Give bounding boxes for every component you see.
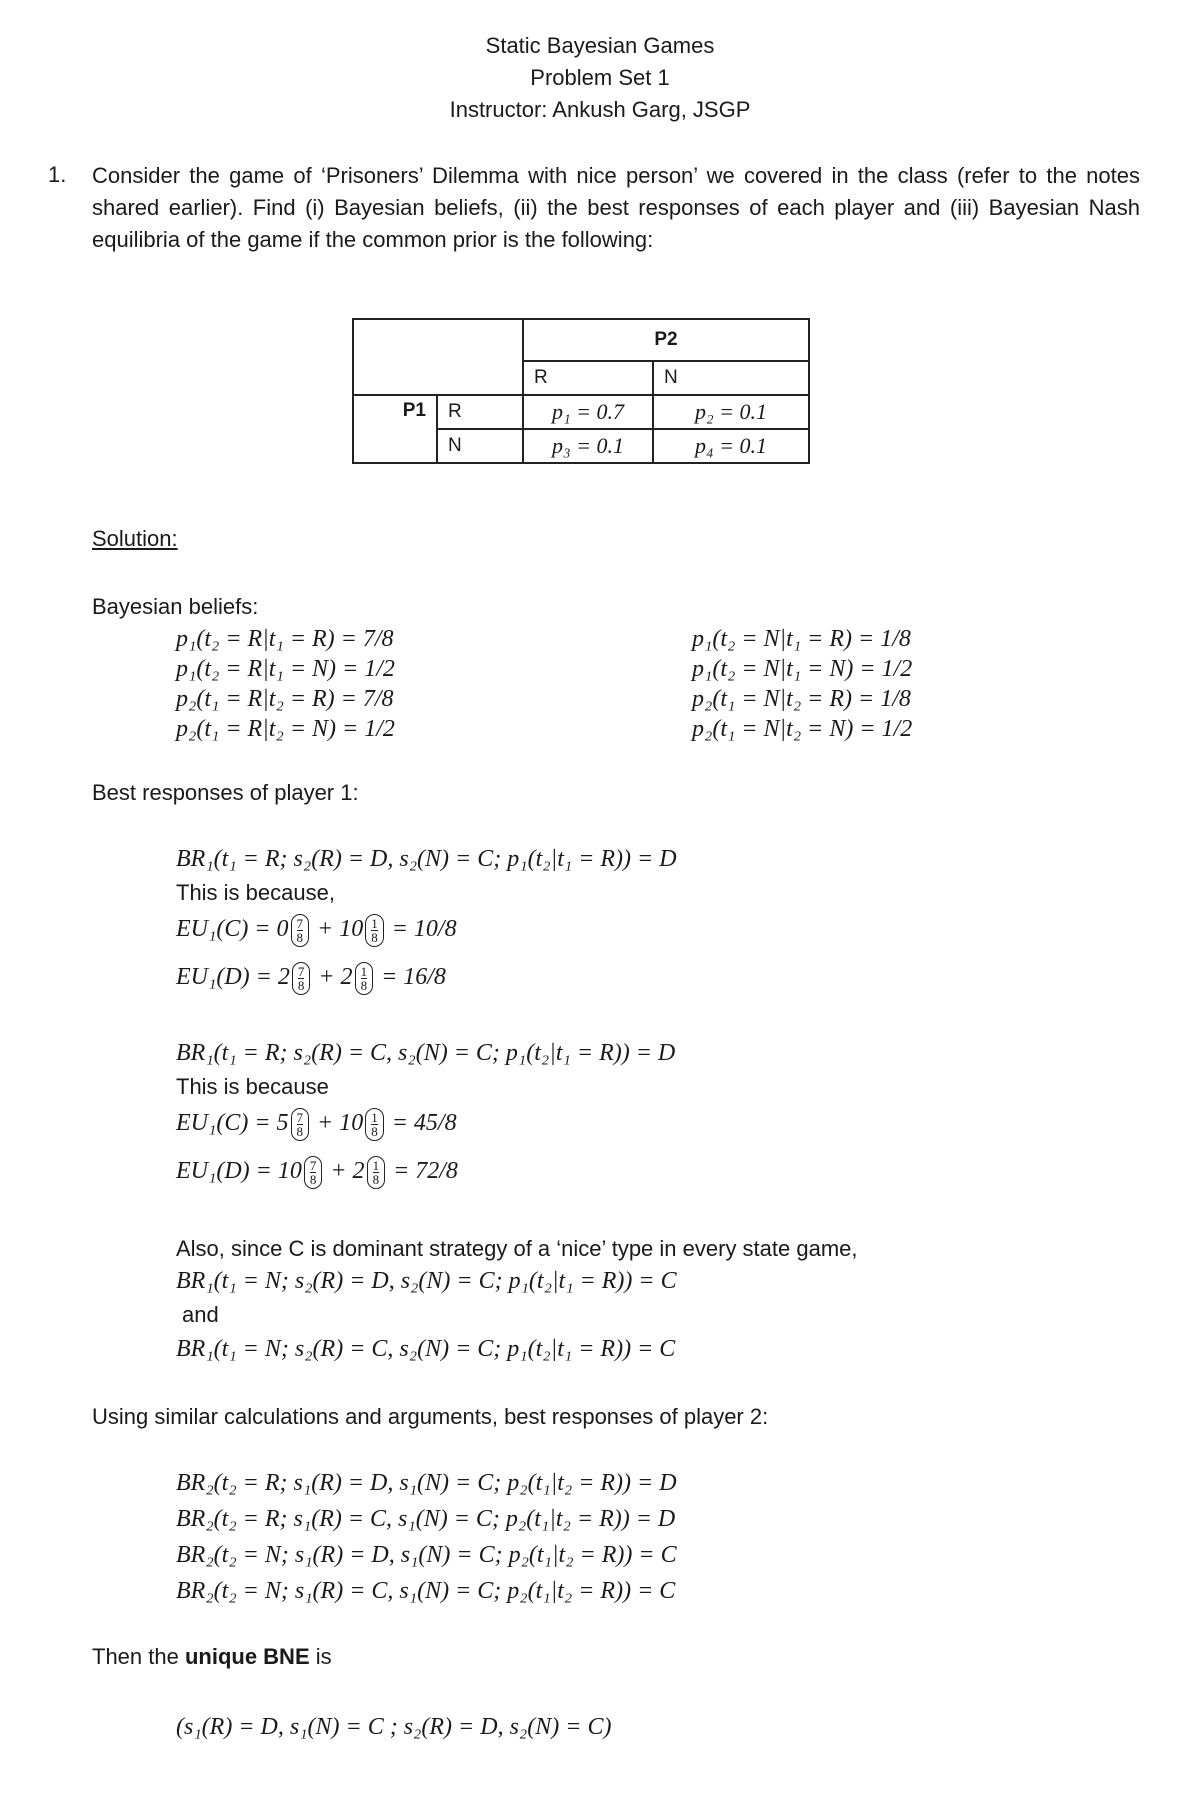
instructor-line: Instructor: Ankush Garg, JSGP	[449, 97, 751, 122]
belief-left-2: p₁(t₂ = R|t₁ = N) = 1/2	[176, 656, 395, 682]
table-row-r: R	[437, 395, 523, 429]
table-col-r: R	[523, 361, 653, 395]
table-row-n: N	[437, 429, 523, 463]
br2-line-3: BR₂(t₂ = N; s₁(R) = D, s₁(N) = C; p₂(t₁|t₂ = R)) = C	[176, 1542, 677, 1568]
belief-left-4: p₂(t₁ = R|t₂ = N) = 1/2	[176, 716, 395, 742]
fraction-one-eighth: $\frac{1}{8}$	[365, 914, 384, 947]
br1-line-d: BR₁(t₁ = N; s₂(R) = C, s₂(N) = C; p₁(t₂|t₁ = R)) = C	[176, 1336, 676, 1362]
table-cell-p1: p₁ = 0.7	[523, 395, 653, 429]
br1-line-a: BR₁(t₁ = R; s₂(R) = D, s₂(N) = C; p₁(t₂|t₁ = R)) = D	[176, 846, 677, 872]
fraction-seven-eighths: $\frac{7}{8}$	[292, 962, 311, 995]
solution-heading: Solution:	[92, 526, 178, 551]
because-text-b: This is because	[176, 1074, 329, 1099]
also-text: Also, since C is dominant strategy of a ‘nice’ type in every state game,	[176, 1236, 858, 1261]
br2-line-4: BR₂(t₂ = N; s₁(R) = C, s₁(N) = C; p₂(t₁|t₂ = R)) = C	[176, 1578, 676, 1604]
belief-right-1: p₁(t₂ = N|t₁ = R) = 1/8	[692, 626, 911, 652]
belief-right-4: p₂(t₁ = N|t₂ = N) = 1/2	[692, 716, 913, 742]
belief-left-1: p₁(t₂ = R|t₁ = R) = 7/8	[176, 626, 394, 652]
document-subtitle: Problem Set 1	[530, 65, 670, 90]
fraction-one-eighth: $\frac{1}{8}$	[365, 1108, 384, 1141]
bne-equation: (s₁(R) = D, s₁(N) = C ; s₂(R) = D, s₂(N) = C)	[176, 1714, 612, 1740]
eu-c-lhs: EU₁(C) = 0	[176, 916, 289, 943]
eu-c-line-a: EU₁(C) = 0 $\frac{7}{8}$ + 10 $\frac{1}{8}$ = 10/8	[176, 916, 457, 945]
table-p2-header: P2	[523, 319, 809, 361]
br2-heading: Using similar calculations and arguments, best responses of player 2:	[92, 1404, 769, 1429]
table-corner	[353, 319, 523, 395]
fraction-seven-eighths: $\frac{7}{8}$	[291, 1108, 310, 1141]
bne-emphasis: unique BNE	[184, 1644, 310, 1669]
br2-line-1: BR₂(t₂ = R; s₁(R) = D, s₁(N) = C; p₂(t₁|t₂ = R)) = D	[176, 1470, 677, 1496]
fraction-one-eighth: $\frac{1}{8}$	[367, 1156, 386, 1189]
table-cell-p3: p₃ = 0.1	[523, 429, 653, 463]
eu-d-line-a: EU₁(D) = 2 $\frac{7}{8}$ + 2 $\frac{1}{8}$ = 16/8	[176, 964, 446, 993]
br2-line-2: BR₂(t₂ = R; s₁(R) = C, s₁(N) = C; p₂(t₁|t₂ = R)) = D	[176, 1506, 676, 1532]
fraction-seven-eighths: $\frac{7}{8}$	[291, 914, 310, 947]
br1-heading: Best responses of player 1:	[92, 780, 359, 805]
belief-left-3: p₂(t₁ = R|t₂ = R) = 7/8	[176, 686, 394, 712]
question-number: 1.	[48, 162, 67, 187]
table-cell-p2: p₂ = 0.1	[653, 395, 809, 429]
table-cell-p4: p₄ = 0.1	[653, 429, 809, 463]
br1-line-c: BR₁(t₁ = N; s₂(R) = D, s₂(N) = C; p₁(t₂|t₁ = R)) = C	[176, 1268, 677, 1294]
beliefs-heading: Bayesian beliefs:	[92, 594, 259, 619]
fraction-one-eighth: $\frac{1}{8}$	[355, 962, 374, 995]
table-col-n: N	[653, 361, 809, 395]
fraction-seven-eighths: $\frac{7}{8}$	[304, 1156, 323, 1189]
because-text-a: This is because,	[176, 880, 335, 905]
br1-line-b: BR₁(t₁ = R; s₂(R) = C, s₂(N) = C; p₁(t₂|t₁ = R)) = D	[176, 1040, 676, 1066]
belief-right-3: p₂(t₁ = N|t₂ = R) = 1/8	[692, 686, 911, 712]
question-text: Consider the game of ‘Prisoners’ Dilemma with nice person’ we covered in the class (refer to the notes shared earlier). Find (i) Bayesian beliefs, (ii) the best responses of each player and (iii) Bayesian Nash equilibria of the game if the common prior is the following:	[92, 163, 1140, 252]
eu-d-line-b: EU₁(D) = 10 $\frac{7}{8}$ + 2 $\frac{1}{8}$ = 72/8	[176, 1158, 458, 1187]
belief-right-2: p₁(t₂ = N|t₁ = N) = 1/2	[692, 656, 913, 682]
document-title: Static Bayesian Games	[485, 33, 715, 58]
table-p1-header: P1	[353, 395, 437, 463]
common-prior-table	[352, 318, 810, 464]
eu-c-line-b: EU₁(C) = 5 $\frac{7}{8}$ + 10 $\frac{1}{8}$ = 45/8	[176, 1110, 457, 1139]
bne-intro: Then the unique BNE is	[92, 1644, 332, 1669]
and-text: and	[182, 1302, 219, 1327]
